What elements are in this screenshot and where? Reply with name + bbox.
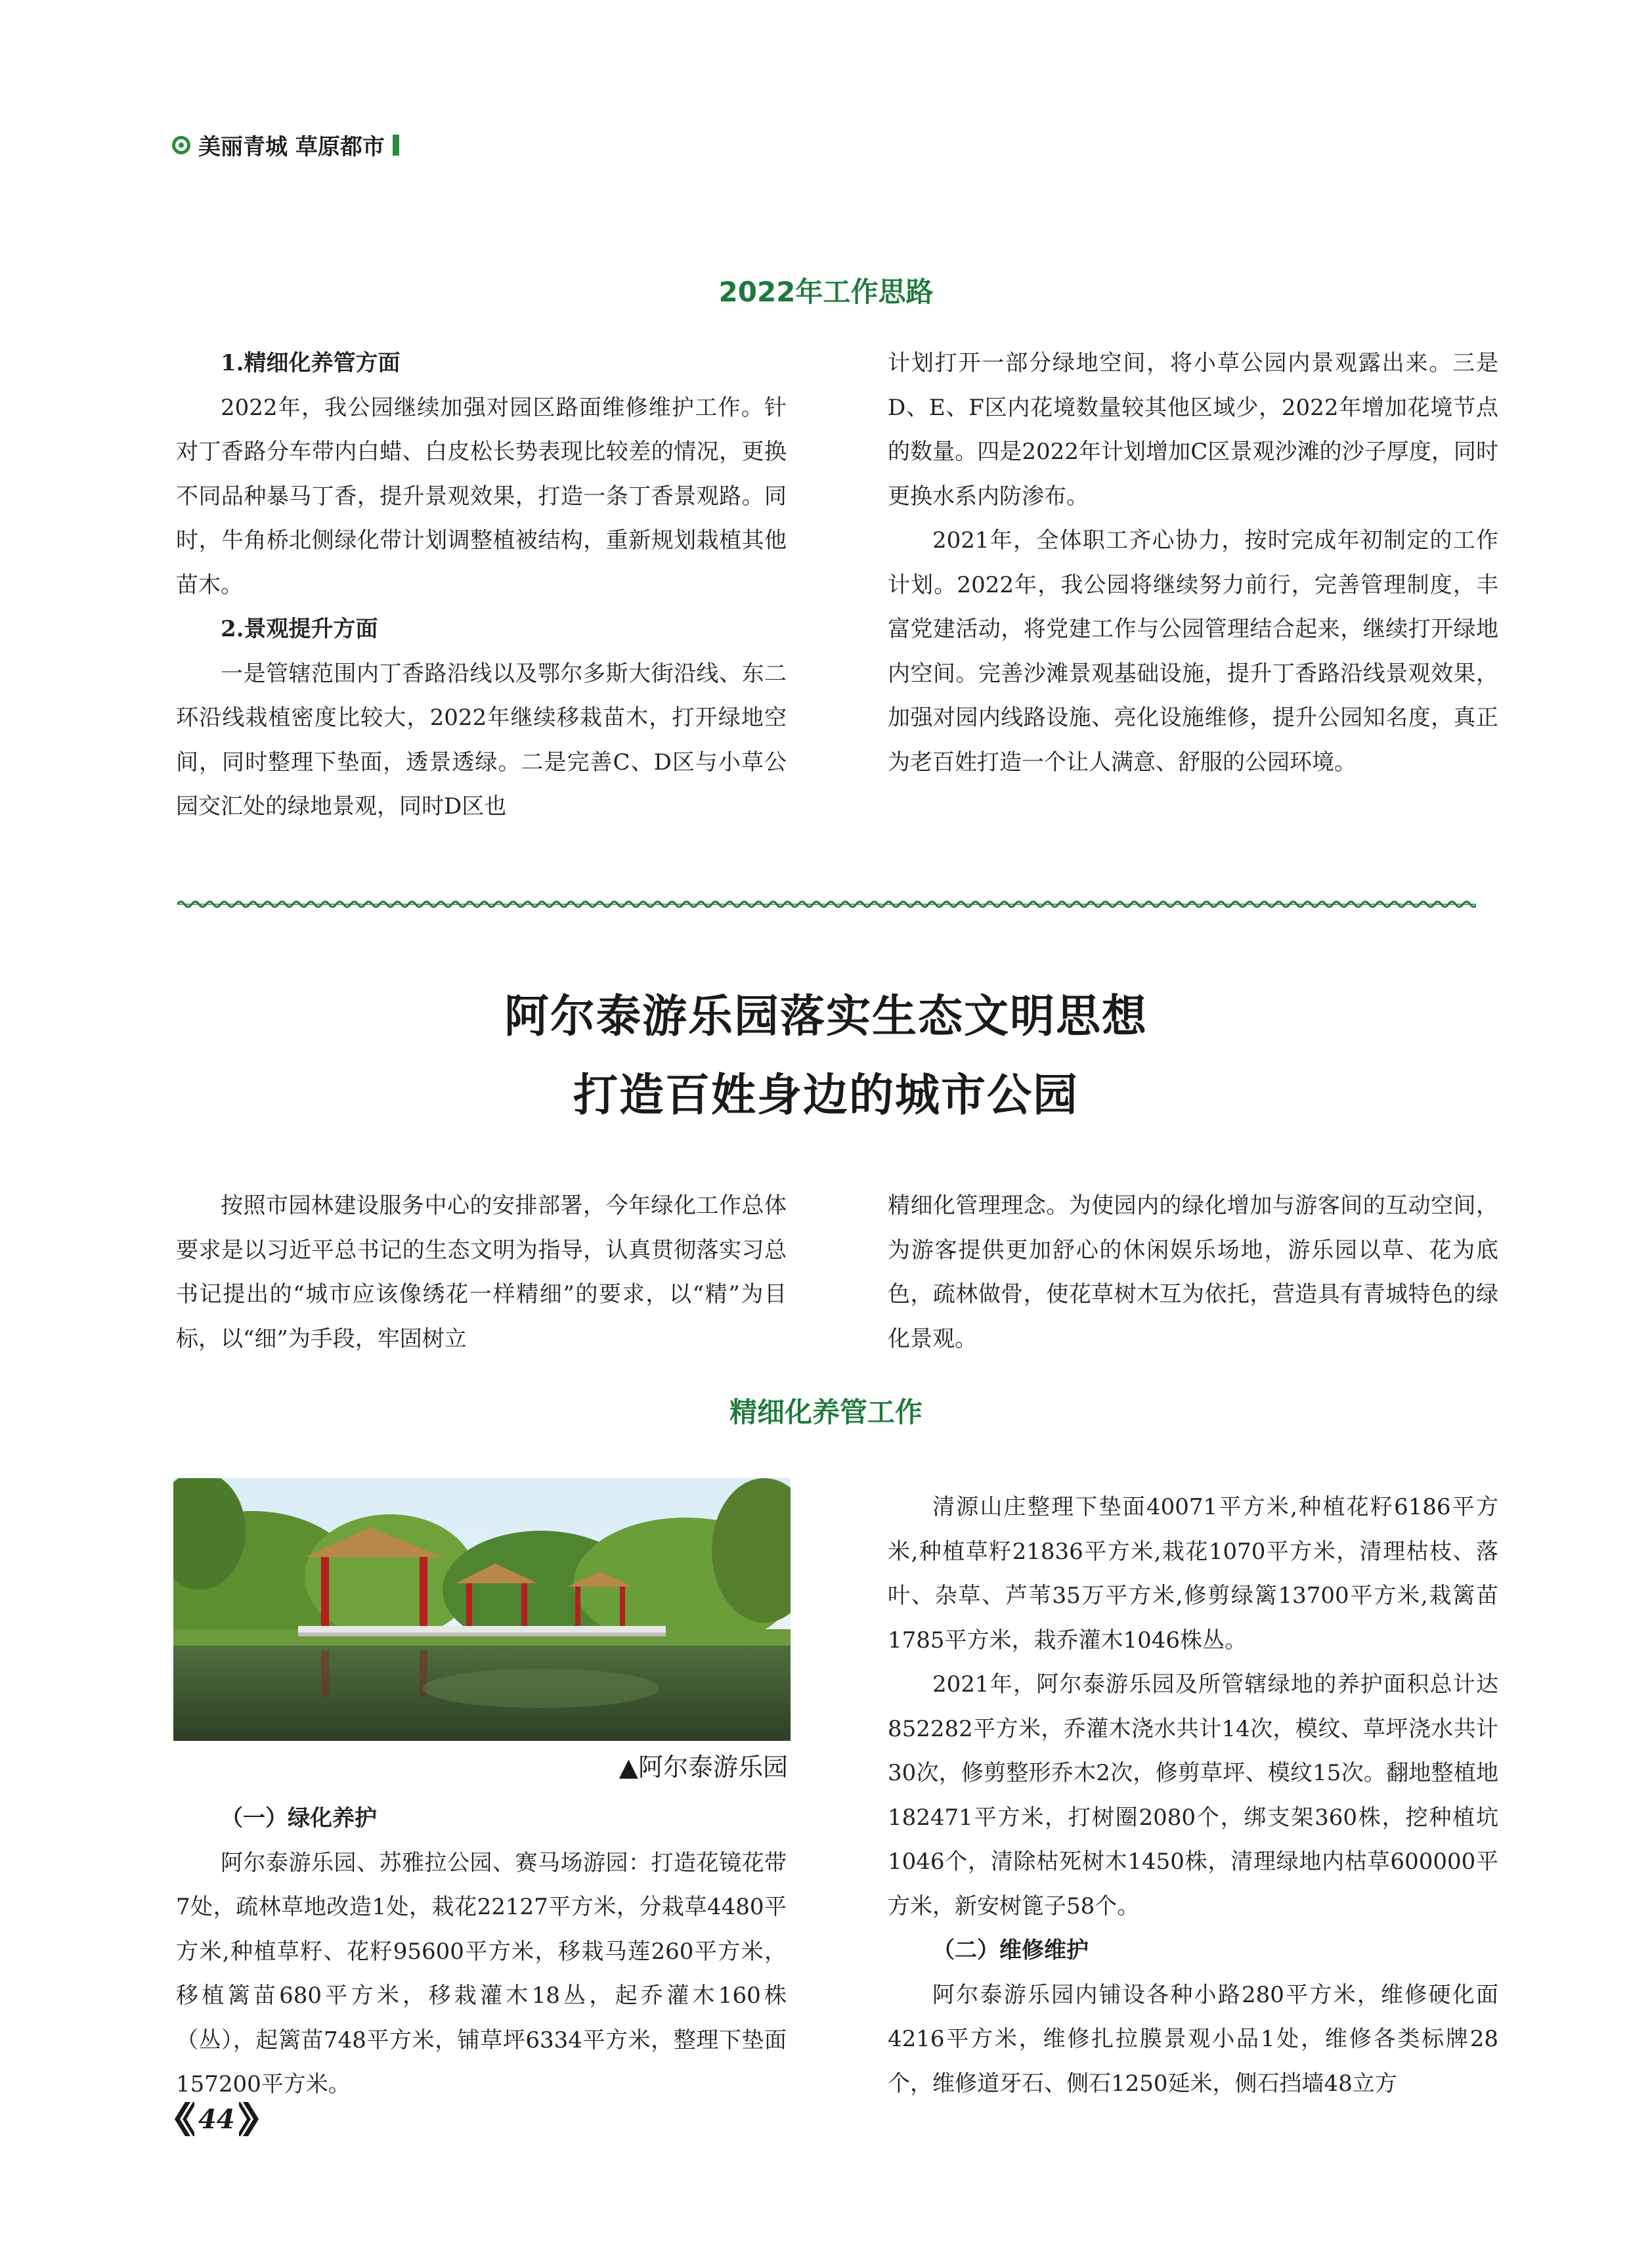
wavy-divider — [177, 896, 1476, 912]
body-paragraph: 2021年，全体职工齐心协力，按时完成年初制定的工作计划。2022年，我公园将继续努力前行，完善管理制度，丰富党建活动，将党建工作与公园管理结合起来，继续打开绿地内空间。完善沙滩景观基础设施，提升丁香路沿线景观效果，加强对园内线路设施、亮化设施维修，提升公园知名度，真正为老百姓打造一个让人满意、舒服的公园环境。 — [888, 527, 1498, 776]
circle-bullet-icon — [172, 136, 190, 154]
body-paragraph: 一是管辖范围内丁香路沿线以及鄂尔多斯大街沿线、东二环沿线栽植密度比较大，2022年继续移栽苗木，打开绿地空间，同时整理下垫面，透景透绿。二是完善C、D区与小草公园交汇处的绿地景观，同时D区也 — [176, 660, 787, 820]
lower-right-column — [888, 1485, 1498, 2106]
continued-paragraph: 计划打开一部分绿地空间，将小草公园内景观露出来。三是D、E、F区内花境数量较其他区域少，2022年增加花境节点的数量。四是2022年计划增加C区景观沙滩的沙子厚度，同时更换水系内防渗布。 — [888, 350, 1498, 510]
left-chevrons-icon — [172, 2102, 194, 2136]
body-paragraph: 阿尔泰游乐园内铺设各种小路280平方米，维修硬化面4216平方米，维修扎拉膜景观小品1处，维修各类标牌28个，维修道牙石、侧石1250延米，侧石挡墙48立方 — [888, 1981, 1498, 2097]
intro-right-paragraph: 精细化管理理念。为使园内的绿化增加与游客间的互动空间，为游客提供更加舒心的休闲娱乐场地，游乐园以草、花为底色，疏林做骨，使花草树木互为依托，营造具有青城特色的绿化景观。 — [888, 1193, 1498, 1352]
section1-right-column — [888, 341, 1498, 785]
section-heading-fine-management: 精细化养管工作 — [729, 1396, 923, 1428]
section-heading-work-plan: 2022年工作思路 — [718, 276, 934, 308]
page-number: 44 — [198, 2103, 235, 2135]
subsection-heading: 1.精细化养管方面 — [221, 350, 401, 376]
running-header-label: 美丽青城 草原都市 — [198, 134, 385, 160]
lower-left-column — [176, 1797, 787, 2107]
subsection-heading: 2.景观提升方面 — [221, 616, 378, 642]
intro-left-paragraph: 按照市园林建设服务中心的安排部署，今年绿化工作总体要求是以习近平总书记的生态文明为指导，认真贯彻落实习总书记提出的“城市应该像绣花一样精细”的要求，以“精”为目标，以“细”为手段，牢固树立 — [176, 1193, 787, 1352]
running-header — [172, 129, 399, 161]
park-pavilion-image — [173, 1478, 791, 1741]
right-chevrons-icon — [239, 2102, 261, 2136]
intro-right-column — [888, 1184, 1498, 1361]
section1-left-column — [176, 341, 787, 829]
page-number-badge — [172, 2099, 261, 2139]
park-photo — [173, 1478, 791, 1741]
body-paragraph: 2022年，我公园继续加强对园区路面维修维护工作。针对丁香路分车带内白蜡、白皮松长势表现比较差的情况，更换不同品种暴马丁香，提升景观效果，打造一条丁香景观路。同时，牛角桥北侧绿化带计划调整植被结构，重新规划栽植其他苗木。 — [176, 394, 787, 598]
subsection-heading: （一）绿化养护 — [221, 1805, 377, 1831]
body-paragraph: 2021年，阿尔泰游乐园及所管辖绿地的养护面积总计达852282平方米，乔灌木浇水共计14次，模纹、草坪浇水共计30次，修剪整形乔木2次，修剪草坪、模纹15次。翻地整植地182471平方米，打树圈2080个，绑支架360株，挖种植坑1046个，清除枯死树木1450株，清理绿地内枯草600000平方米，新安树篦子58个。 — [888, 1671, 1498, 1919]
body-paragraph: 阿尔泰游乐园、苏雅拉公园、赛马场游园：打造花镜花带7处，疏林草地改造1处，栽花22127平方米，分栽草4480平方米,种植草籽、花籽95600平方米，移栽马莲260平方米，移植篱苗680平方米，移栽灌木18丛，起乔灌木160株（丛），起篱苗748平方米，铺草坪6334平方米，整理下垫面157200平方米。 — [176, 1849, 787, 2097]
intro-left-column — [176, 1184, 787, 1361]
green-bar-icon — [393, 135, 399, 156]
article-title-line2: 打造百姓身边的城市公园 — [573, 1070, 1079, 1122]
article-title-line1: 阿尔泰游乐园落实生态文明思想 — [504, 991, 1148, 1043]
photo-caption: ▲阿尔泰游乐园 — [619, 1753, 788, 1782]
body-paragraph: 清源山庄整理下垫面40071平方米,种植花籽6186平方米,种植草籽21836平方米,栽花1070平方米，清理枯枝、落叶、杂草、芦苇35万平方米,修剪绿篱13700平方米,栽篱苗1785平方米，栽乔灌木1046株丛。 — [888, 1494, 1498, 1654]
subsection-heading: （二）维修维护 — [932, 1937, 1089, 1963]
